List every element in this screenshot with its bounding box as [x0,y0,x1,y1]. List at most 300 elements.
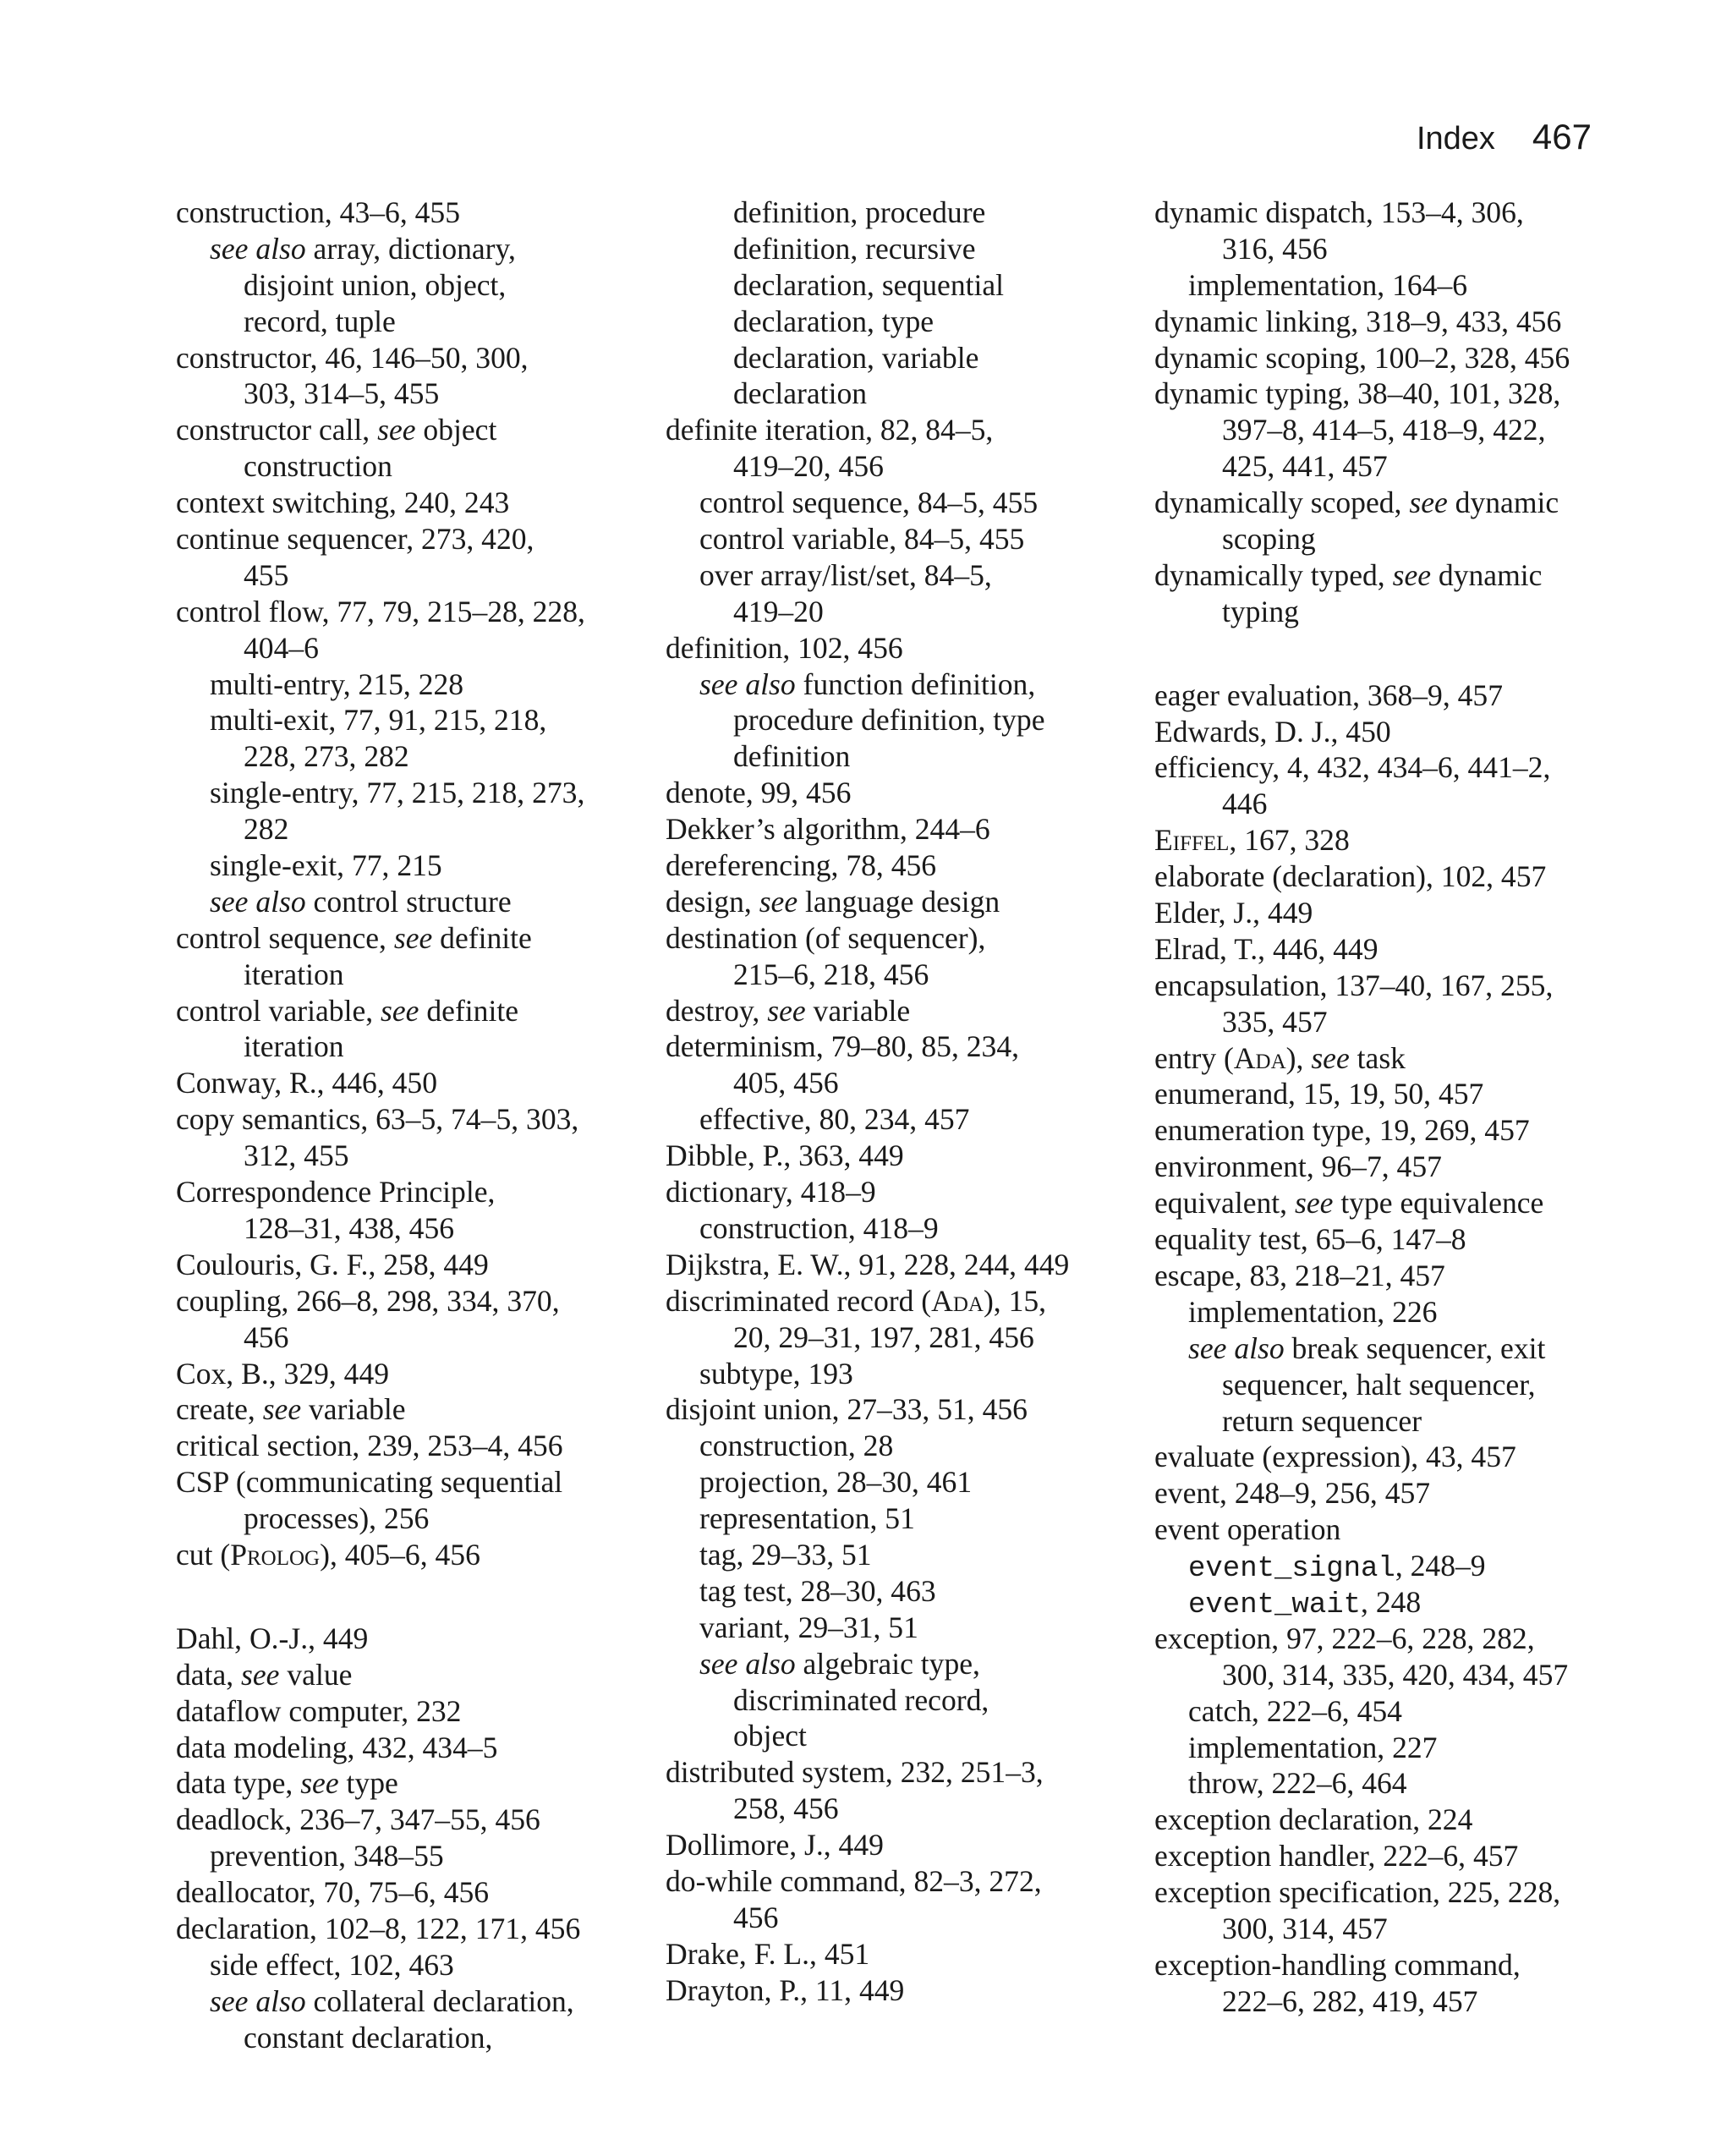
index-continuation [1154,1004,1628,1040]
entry-text: determinism, 79–80, 85, 234, [666,1029,1020,1064]
index-entry [666,1138,1139,1174]
entry-text: enumeration type, 19, 269, 457 [1154,1113,1530,1148]
entry-text: create, [176,1392,263,1427]
entry-text: exception, 97, 222–6, 228, 282, [1154,1621,1535,1655]
entry-text: discriminated record ( [666,1283,932,1318]
index-continuation [176,376,650,412]
index-continuation [176,1138,650,1174]
index-subentry [176,848,650,884]
entry-text: event, 248–9, 256, 457 [1154,1476,1431,1511]
index-subentry [1154,1693,1628,1730]
index-entry [666,920,1139,957]
index-subentry [666,1573,1139,1610]
entry-text: implementation, 226 [1188,1294,1438,1329]
entry-text: typing [1222,594,1299,628]
index-entry [176,1428,650,1464]
see-reference: see [1409,486,1448,520]
entry-text: , 248 [1361,1584,1422,1619]
index-entry [666,848,1139,884]
see-reference: see also [210,1983,306,2018]
index-subentry [666,667,1139,703]
index-subentry [666,1610,1139,1646]
index-entry [1154,195,1628,231]
index-entry [1154,678,1628,714]
entry-text: escape, 83, 218–21, 457 [1154,1258,1445,1292]
entry-text: Dibble, P., 363, 449 [666,1138,904,1173]
entry-text: critical section, 239, 253–4, 456 [176,1429,563,1463]
entry-text: denote, 99, 456 [666,776,852,810]
entry-text: exception-handling command, [1154,1947,1521,1982]
entry-text: construction, 418–9 [699,1210,939,1245]
index-entry [1154,822,1628,859]
entry-text: , 248–9 [1395,1549,1486,1583]
index-continuation [1154,521,1628,557]
index-subentry [176,884,650,920]
index-continuation [176,1029,650,1065]
entry-text: tag, 29–33, 51 [699,1537,872,1572]
entry-text: dynamic [1431,557,1543,592]
entry-text: record, tuple [244,304,396,338]
page-number: 467 [1532,117,1592,156]
entry-text: declaration, variable [733,340,979,375]
entry-text: 300, 314, 335, 420, 434, 457 [1222,1657,1569,1692]
entry-text: event operation [1154,1512,1341,1547]
entry-text: entry ( [1154,1040,1234,1075]
index-subentry [1154,1584,1628,1621]
index-subentry [176,775,650,811]
entry-text: control flow, 77, 79, 215–28, 228, [176,594,585,628]
index-column-2 [666,195,1139,2009]
entry-text: object [733,1719,807,1753]
index-entry [176,1537,650,1573]
entry-text: multi-exit, 77, 91, 215, 218, [210,703,547,738]
index-entry [666,1972,1139,2009]
entry-text: evaluate (expression), 43, 457 [1154,1440,1516,1474]
index-continuation [176,448,650,485]
index-subentry [666,1537,1139,1573]
entry-text: Elder, J., 449 [1154,896,1313,930]
entry-text: dataflow computer, 232 [176,1693,462,1728]
index-continuation [666,304,1139,340]
entry-text: ), 405–6, 456 [320,1537,480,1572]
index-entry [176,920,650,957]
entry-text: iteration [244,957,344,991]
index-subentry [1154,1730,1628,1766]
entry-text: copy semantics, 63–5, 74–5, 303, [176,1102,579,1137]
index-continuation [176,1210,650,1247]
entry-text: dynamically scoped, [1154,486,1410,520]
entry-text: context switching, 240, 243 [176,486,510,520]
index-subentry [666,1464,1139,1500]
entry-text: iteration [244,1029,344,1064]
index-entry [176,521,650,557]
index-entry [1154,1511,1628,1548]
entry-text: dynamic typing, 38–40, 101, 328, [1154,376,1561,411]
index-entry [666,412,1139,448]
entry-text: variable [805,993,911,1028]
entry-text: side effect, 102, 463 [210,1947,454,1982]
entry-text: implementation, 164–6 [1188,267,1468,302]
entry-text: destroy, [666,993,768,1028]
entry-text: 335, 457 [1222,1004,1328,1039]
index-continuation [176,2020,650,2056]
index-entry [666,1029,1139,1065]
entry-text: catch, 222–6, 454 [1188,1693,1402,1728]
entry-text: equality test, 65–6, 147–8 [1154,1222,1466,1257]
entry-text: Conway, R., 446, 450 [176,1066,437,1100]
index-entry [666,775,1139,811]
entry-text: 215–6, 218, 456 [733,957,929,991]
entry-text: dynamic linking, 318–9, 433, 456 [1154,304,1562,338]
see-reference: see also [210,231,306,266]
index-continuation [1154,448,1628,485]
index-continuation [1154,412,1628,448]
index-entry [666,1391,1139,1428]
entry-text: tag test, 28–30, 463 [699,1573,936,1608]
entry-text: type equivalence [1333,1186,1544,1221]
entry-text: 312, 455 [244,1138,349,1173]
entry-text: variant, 29–31, 51 [699,1610,918,1644]
entry-text: elaborate (declaration), 102, 457 [1154,859,1547,894]
entry-text: 228, 273, 282 [244,739,409,774]
entry-text: eager evaluation, 368–9, 457 [1154,678,1503,712]
index-continuation [176,957,650,993]
entry-text: variable [301,1392,406,1427]
see-reference: see [377,413,416,447]
small-caps-term: Ada [1233,1040,1286,1075]
entry-text: 456 [733,1900,779,1934]
letter-group-gap [176,1573,650,1621]
entry-text: 258, 456 [733,1791,839,1826]
entry-text: 20, 29–31, 197, 281, 456 [733,1319,1034,1354]
entry-text: language design [797,884,1000,919]
index-entry [666,1936,1139,1972]
index-continuation [176,1319,650,1356]
index-entry [1154,1838,1628,1874]
entry-text: distributed system, 232, 251–3, [666,1755,1044,1790]
index-subentry [666,1646,1139,1682]
index-continuation [1154,786,1628,822]
index-continuation [1154,1403,1628,1440]
entry-text: 397–8, 414–5, 418–9, 422, [1222,413,1546,447]
entry-text: constructor call, [176,413,378,447]
entry-text: value [279,1657,353,1692]
see-reference: see [759,884,798,919]
index-continuation [176,304,650,340]
index-subentry [666,557,1139,594]
entry-text: CSP (communicating sequential [176,1465,563,1500]
index-entry [1154,1112,1628,1149]
index-entry [666,1827,1139,1863]
index-entry [666,1174,1139,1210]
index-entry [1154,304,1628,340]
entry-text: object [415,413,497,447]
index-continuation [666,1718,1139,1754]
see-reference: see [381,993,419,1028]
entry-text: multi-entry, 215, 228 [210,667,464,701]
index-continuation [1154,1911,1628,1947]
entry-text: constant declaration, [244,2020,493,2055]
entry-text: declaration, sequential [733,267,1005,302]
see-reference: see [1311,1040,1350,1075]
index-continuation [176,1500,650,1537]
small-caps-term: Prolog [230,1537,321,1572]
entry-text: procedure definition, type [733,703,1045,738]
index-entry [666,1863,1139,1900]
see-reference: see [300,1766,339,1801]
entry-text: exception declaration, 224 [1154,1802,1473,1837]
index-subentry [666,1500,1139,1537]
entry-text: definition, procedure [733,195,986,229]
index-entry [666,630,1139,667]
entry-text: destination (of sequencer), [666,920,986,955]
see-reference: see [1392,557,1432,592]
index-entry [1154,1221,1628,1258]
entry-text: deadlock, 236–7, 347–55, 456 [176,1802,540,1837]
index-continuation [176,630,650,667]
index-entry [176,1356,650,1392]
index-entry [666,1283,1139,1319]
entry-text: 303, 314–5, 455 [244,376,440,411]
entry-text: dereferencing, 78, 456 [666,848,937,883]
index-entry [1154,749,1628,786]
index-continuation [666,448,1139,485]
index-continuation [666,195,1139,231]
entry-text: equivalent, [1154,1186,1295,1221]
index-continuation [666,702,1139,738]
index-entry [1154,557,1628,594]
see-reference: see also [1188,1330,1285,1365]
index-entry [176,1174,650,1210]
index-entry [1154,1185,1628,1221]
entry-text: construction, 28 [699,1429,894,1463]
index-entry [176,412,650,448]
index-entry [1154,485,1628,521]
index-entry [1154,1874,1628,1911]
index-continuation [666,231,1139,267]
entry-text: environment, 96–7, 457 [1154,1149,1442,1184]
entry-text: type [338,1766,398,1801]
see-reference: see also [210,884,306,919]
entry-text: single-entry, 77, 215, 218, 273, [210,776,585,810]
entry-text: break sequencer, exit [1284,1330,1546,1365]
entry-text: dictionary, 418–9 [666,1175,876,1210]
entry-text: encapsulation, 137–40, 167, 255, [1154,968,1554,1002]
index-entry [666,811,1139,848]
entry-text: definite [419,993,519,1028]
entry-text: deallocator, 70, 75–6, 456 [176,1875,490,1910]
index-entry [176,340,650,376]
entry-text: control variable, [176,993,381,1028]
entry-text: 419–20 [733,594,824,628]
index-entry [176,195,650,231]
index-entry [176,1657,650,1693]
entry-text: Dekker’s algorithm, 244–6 [666,812,990,847]
entry-text: Edwards, D. J., 450 [1154,714,1391,749]
entry-text: , 167, 328 [1229,823,1350,858]
index-entry [1154,1076,1628,1112]
entry-text: definite [432,920,532,955]
index-entry [176,1693,650,1730]
entry-text: disjoint union, 27–33, 51, 456 [666,1392,1028,1427]
index-entry [176,1911,650,1947]
index-subentry [1154,267,1628,304]
header-title: Index [1416,121,1495,156]
entry-text: Drayton, P., 11, 449 [666,1972,905,2007]
index-entry [1154,1149,1628,1185]
index-entry [1154,859,1628,895]
index-continuation [666,738,1139,775]
index-entry [1154,340,1628,376]
index-continuation [176,267,650,304]
entry-text: data type, [176,1766,301,1801]
entry-text: declaration, type [733,304,935,338]
entry-text: 455 [244,557,289,592]
index-continuation [666,1682,1139,1719]
index-continuation [666,594,1139,630]
index-entry [1154,968,1628,1004]
entry-text: scoping [1222,522,1316,557]
small-caps-term: Eiffel [1154,823,1230,858]
entry-text: throw, 222–6, 464 [1188,1766,1407,1801]
entry-text: Dahl, O.-J., 449 [176,1621,369,1655]
index-subentry [176,667,650,703]
entry-text: 404–6 [244,630,319,665]
entry-text: efficiency, 4, 432, 434–6, 441–2, [1154,750,1551,785]
index-entry [1154,714,1628,750]
index-continuation [1154,1983,1628,2020]
entry-text: declaration [733,376,868,411]
entry-text: coupling, 266–8, 298, 334, 370, [176,1283,560,1318]
entry-text: data modeling, 432, 434–5 [176,1730,498,1764]
entry-text: control sequence, [176,920,394,955]
entry-text: function definition, [795,667,1036,701]
see-reference: see [393,920,433,955]
index-entry [1154,1947,1628,1983]
see-reference: see [241,1657,280,1692]
index-subentry [176,231,650,267]
index-entry [1154,1040,1628,1077]
entry-text: 425, 441, 457 [1222,449,1388,484]
entry-text: dynamic [1447,486,1559,520]
entry-text: Drake, F. L., 451 [666,1936,870,1971]
index-entry [666,1754,1139,1791]
entry-text: discriminated record, [733,1682,989,1717]
entry-text: cut ( [176,1537,231,1572]
index-continuation [666,340,1139,376]
entry-text: definition, 102, 456 [666,630,903,665]
index-subentry [1154,1548,1628,1584]
index-entry [176,1101,650,1138]
index-continuation [666,1065,1139,1101]
index-entry [176,1391,650,1428]
index-continuation [176,811,650,848]
index-subentry [1154,1330,1628,1367]
entry-text: declaration, 102–8, 122, 171, 456 [176,1911,581,1945]
index-continuation [666,1900,1139,1936]
entry-text: 300, 314, 457 [1222,1911,1388,1945]
entry-text: 456 [244,1319,289,1354]
index-continuation [666,267,1139,304]
entry-text: Elrad, T., 446, 449 [1154,931,1378,966]
entry-text: enumerand, 15, 19, 50, 457 [1154,1077,1484,1111]
entry-text: construction [244,449,392,484]
running-header [1417,117,1592,157]
index-column-3 [1154,195,1628,2020]
entry-text: design, [666,884,759,919]
index-continuation [1154,231,1628,267]
letter-group-gap [1154,630,1628,678]
index-subentry [176,1838,650,1874]
index-entry [1154,376,1628,412]
entry-text: Dijkstra, E. W., 91, 228, 244, 449 [666,1247,1070,1281]
index-entry [176,993,650,1029]
entry-text: 282 [244,812,289,847]
entry-text: representation, 51 [699,1501,915,1536]
entry-text: projection, 28–30, 461 [699,1465,973,1500]
index-continuation [666,376,1139,412]
index-entry [176,1765,650,1802]
index-entry [176,485,650,521]
entry-text: subtype, 193 [699,1356,853,1391]
index-entry [176,594,650,630]
index-entry [666,884,1139,920]
entry-text: over array/list/set, 84–5, [699,557,992,592]
index-subentry [666,521,1139,557]
entry-text: definite iteration, 82, 84–5, [666,413,994,447]
entry-text: constructor, 46, 146–50, 300, [176,340,529,375]
entry-text: data, [176,1657,242,1692]
index-entry [666,1247,1139,1283]
code-term: event_wait [1188,1588,1362,1621]
entry-text: Cox, B., 329, 449 [176,1356,390,1391]
index-continuation [1154,594,1628,630]
index-continuation [666,1319,1139,1356]
entry-text: control sequence, 84–5, 455 [699,486,1039,520]
entry-text: Coulouris, G. F., 258, 449 [176,1247,489,1281]
entry-text: control structure [305,884,512,919]
index-entry [176,1065,650,1101]
code-term: event_signal [1188,1553,1395,1586]
index-continuation [1154,1657,1628,1693]
entry-text: Correspondence Principle, [176,1175,496,1210]
index-continuation [176,557,650,594]
entry-text: implementation, 227 [1188,1730,1438,1764]
entry-text: definition, recursive [733,231,976,266]
entry-text: return sequencer [1222,1403,1422,1438]
index-entry [176,1874,650,1911]
see-reference: see [1294,1186,1334,1221]
entry-text: dynamic dispatch, 153–4, 306, [1154,195,1524,229]
index-entry [176,1247,650,1283]
see-reference: see [262,1392,302,1427]
entry-text: 446 [1222,787,1268,821]
entry-text: 405, 456 [733,1066,839,1100]
entry-text: 128–31, 438, 456 [244,1210,455,1245]
index-subentry [666,485,1139,521]
index-entry [1154,1802,1628,1838]
index-subentry [176,1983,650,2020]
index-continuation [666,1791,1139,1827]
entry-text: task [1349,1040,1406,1075]
entry-text: dynamically typed, [1154,557,1393,592]
entry-text: algebraic type, [795,1646,980,1681]
index-subentry [666,1356,1139,1392]
index-entry [1154,895,1628,931]
index-subentry [1154,1294,1628,1330]
index-continuation [1154,1367,1628,1403]
small-caps-term: Ada [931,1283,984,1318]
